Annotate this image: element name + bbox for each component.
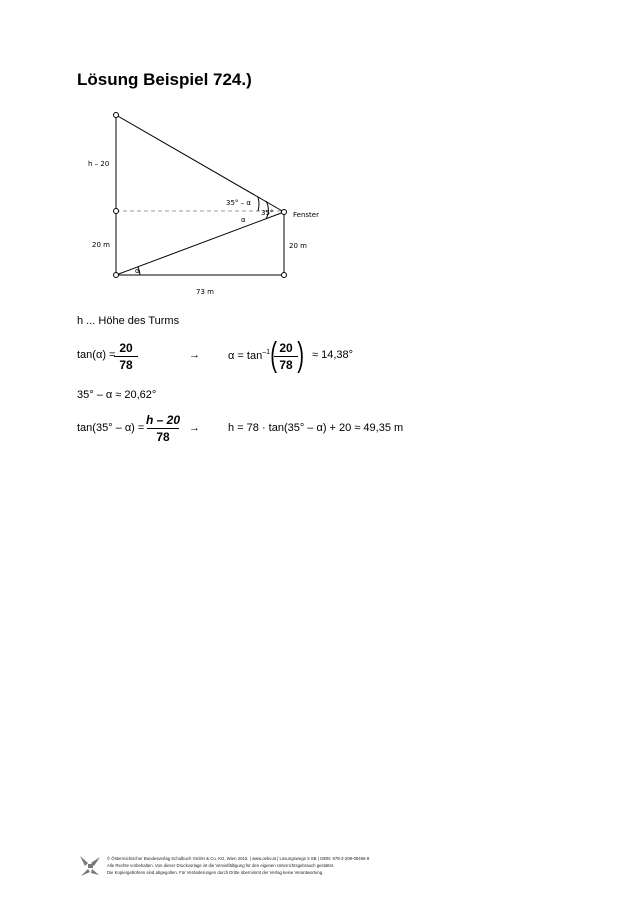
equation1-right-prefix: [228, 349, 270, 362]
label-fenster: Fenster: [293, 211, 319, 219]
label-20m-right: 20 m: [289, 242, 307, 250]
equation3-right: h = 78 · tan(35° – α) + 20 ≈ 49,35 m: [228, 422, 404, 434]
point-mid: [114, 209, 119, 214]
equation3-left: tan(35° – α) =: [77, 422, 145, 434]
top-sightline: [116, 115, 284, 212]
point-top: [114, 113, 119, 118]
fraction-bar: [114, 356, 138, 357]
left-paren: (: [270, 336, 278, 374]
page-title: Lösung Beispiel 724.): [77, 70, 252, 89]
inverse-superscript: –1: [262, 349, 270, 356]
angle-arc-35-minus-alpha: [258, 197, 259, 211]
label-35: 35°: [261, 209, 274, 217]
point-bottom-right: [282, 273, 287, 278]
fraction-bar: [147, 428, 179, 429]
bottom-sightline: [116, 212, 284, 275]
implies-arrow-2: →: [189, 422, 200, 434]
label-73m: 73 m: [196, 288, 214, 296]
fraction-20-78: [111, 341, 141, 372]
fraction-numerator: 20: [119, 341, 133, 355]
fraction-numerator: 20: [279, 341, 293, 355]
fraction-denominator: 78: [279, 358, 293, 372]
fraction-bar: [274, 356, 298, 357]
equation1-left: tan(α) =: [77, 349, 116, 361]
fraction-denominator: 78: [119, 358, 133, 372]
publisher-logo-icon: [78, 854, 102, 878]
implies-arrow-1: →: [189, 349, 200, 361]
footer-line-2: Alle Rechte vorbehalten. Von dieser Druckvorlage ist die Vervielfältigung für den eigenen Unterrichtsgebrauch gestattet.: [107, 863, 335, 868]
label-alpha-lower: α: [135, 267, 140, 275]
h-definition: h ... Höhe des Turms: [77, 315, 180, 327]
equation1-result: ≈ 14,38°: [312, 349, 354, 361]
label-35-minus-alpha: 35° – α: [226, 199, 251, 207]
label-20m-left: 20 m: [92, 241, 110, 249]
tan-text: α = tan: [228, 350, 263, 362]
footer-line-3: Die Kopiergebühren sind abgegolten. Für Veränderungen durch Dritte übernimmt der Verlag keine Verantwortung.: [107, 870, 324, 875]
label-h-minus-20: h – 20: [88, 160, 110, 168]
fraction-denominator: 78: [156, 430, 170, 444]
footer: [107, 855, 369, 876]
point-bottom-left: [114, 273, 119, 278]
tower-diagram: [0, 0, 640, 310]
label-alpha-upper: α: [241, 216, 246, 224]
point-window: [282, 210, 287, 215]
fraction-h-minus-20-78: [144, 413, 182, 444]
right-paren: ): [297, 336, 305, 374]
footer-line-1: © Österreichischer Bundesverlag Schulbuch GmbH & Co. KG, Wien 2015. | www.oebv.at | Lösungswege 5 SB | ISBN: 978-3-209-08466-8: [107, 856, 370, 861]
equation2: 35° – α ≈ 20,62°: [77, 389, 157, 401]
fraction-numerator: h – 20: [145, 413, 181, 427]
